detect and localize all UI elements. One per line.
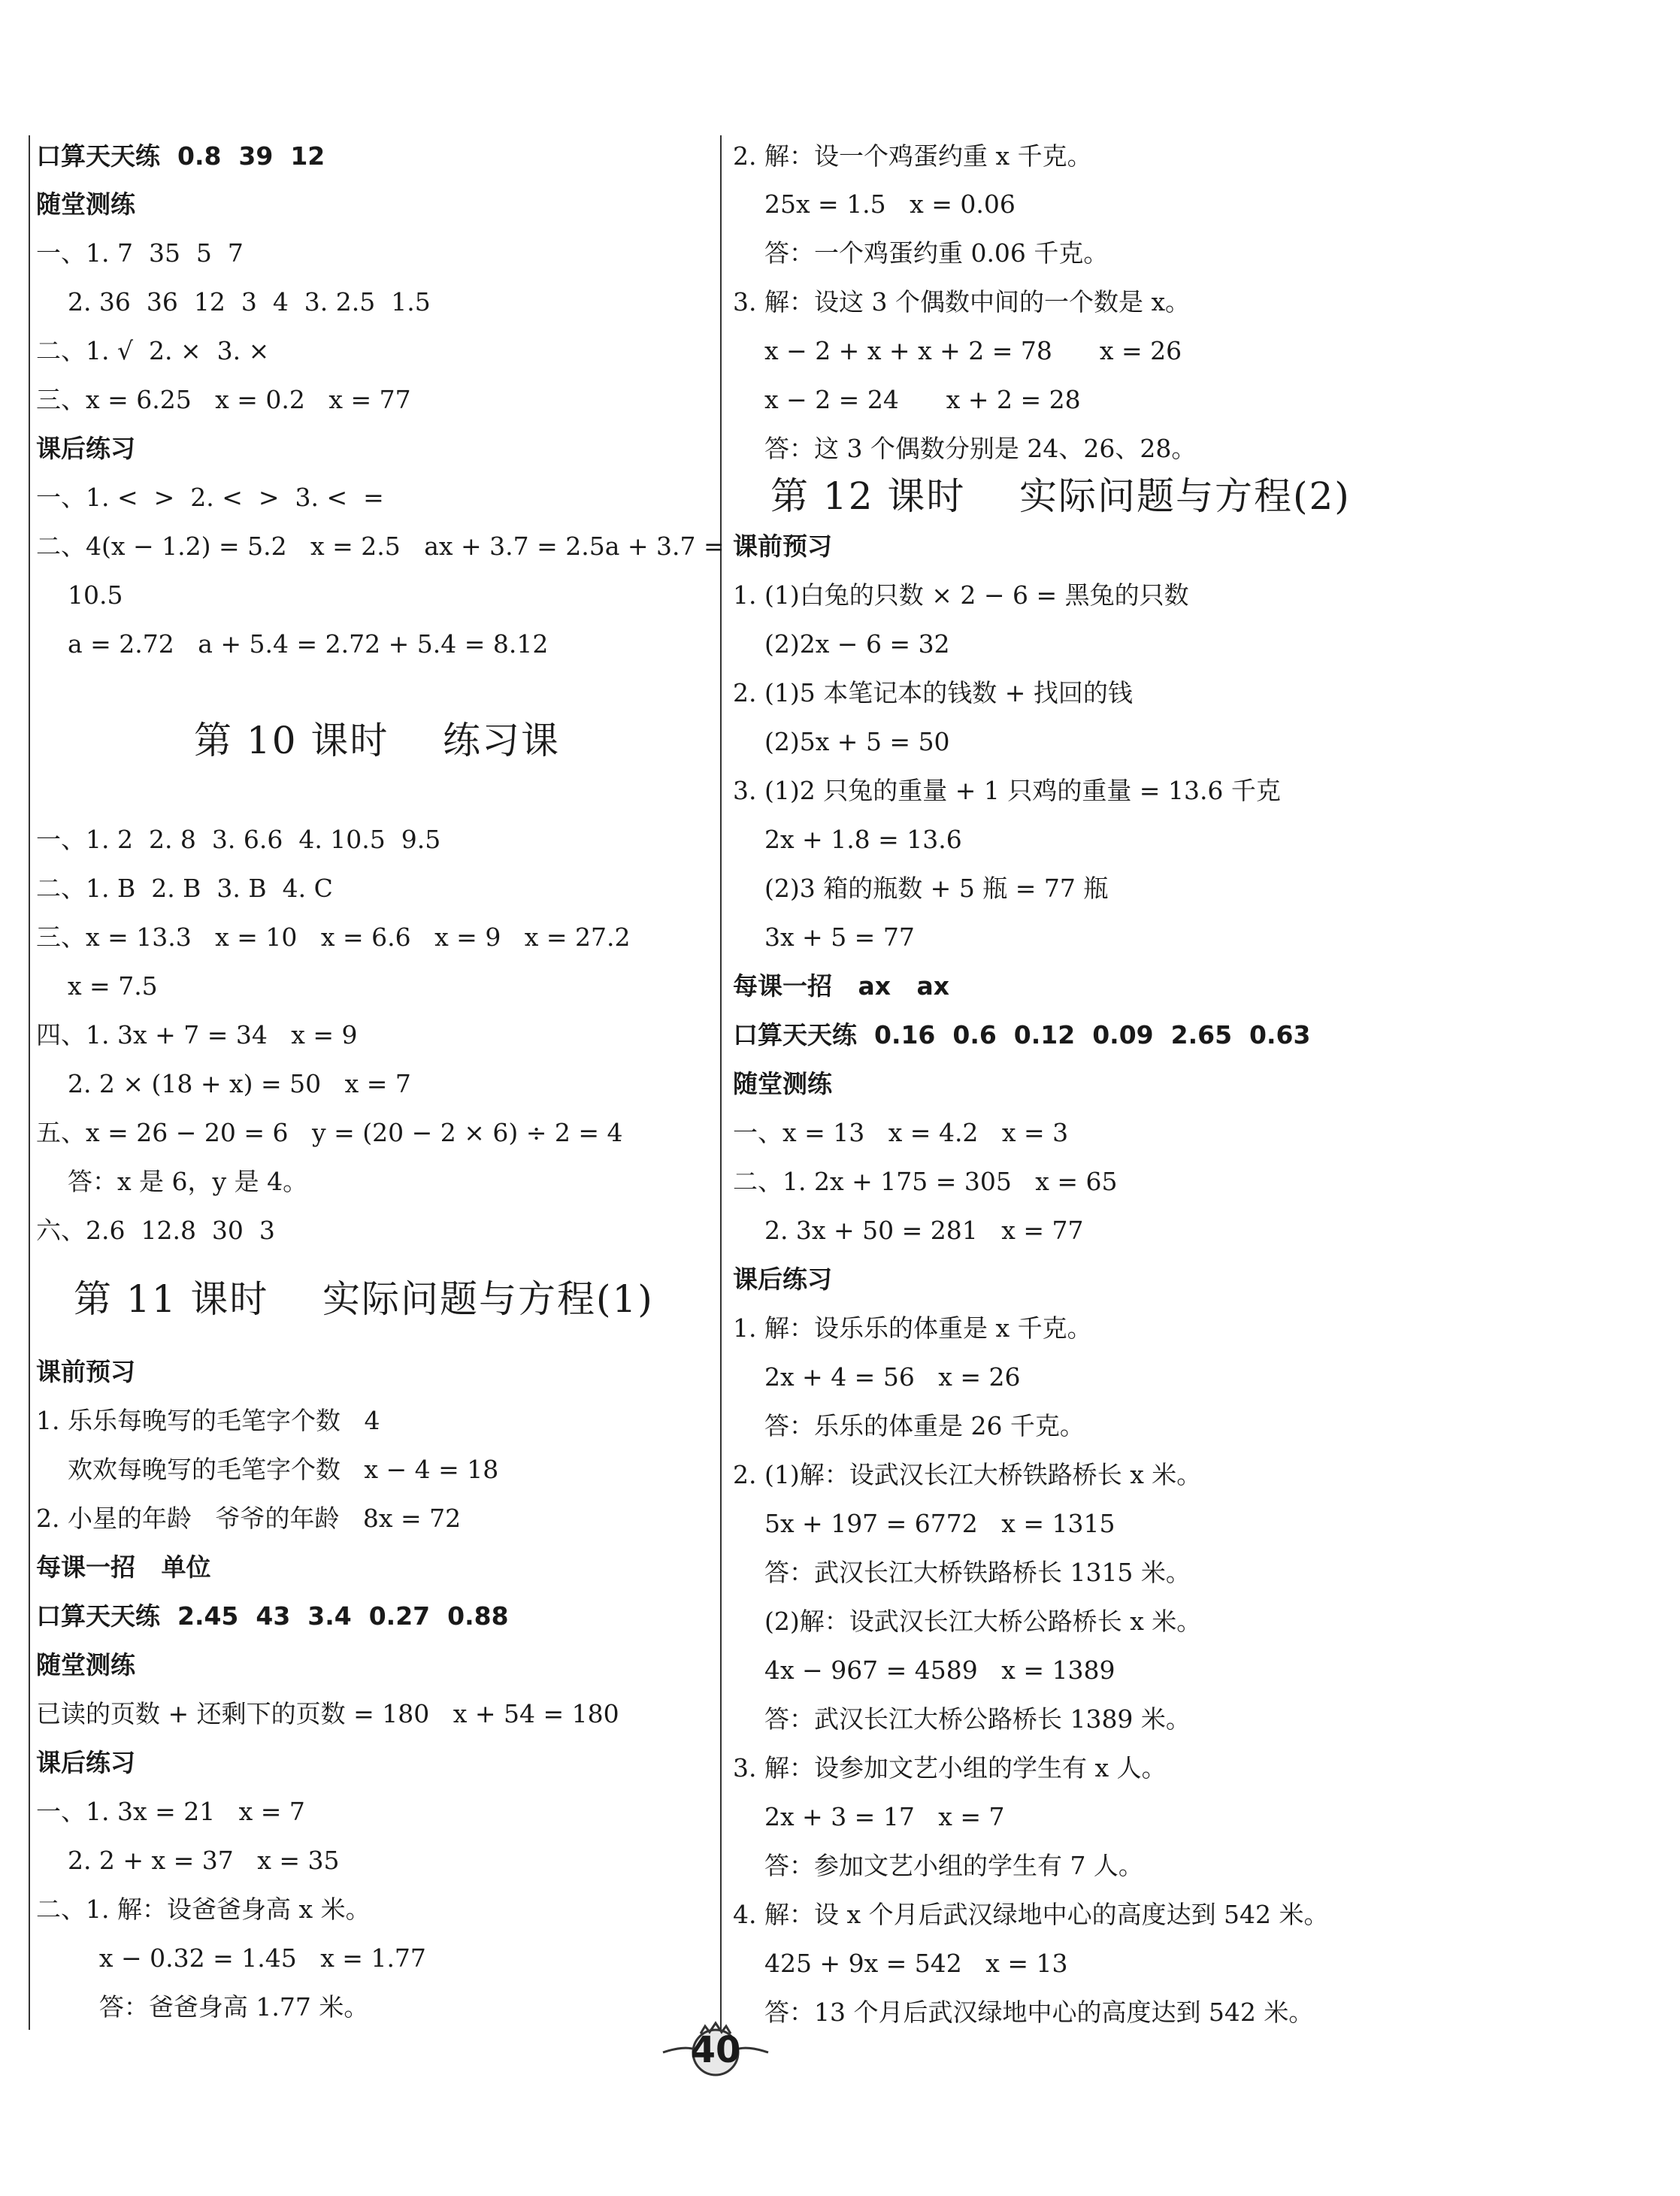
left-margin-rule <box>29 135 30 2030</box>
line: x − 2 = 24 x + 2 = 28 <box>733 385 1081 414</box>
line: 答：13 个月后武汉绿地中心的高度达到 542 米。 <box>733 1998 1314 2027</box>
line: 答：武汉长江大桥公路桥长 1389 米。 <box>733 1704 1191 1734</box>
line: (2)解：设武汉长江大桥公路桥长 x 米。 <box>733 1607 1202 1636</box>
line: 三、x = 13.3 x = 10 x = 6.6 x = 9 x = 27.2 <box>36 922 631 952</box>
line: 1. 解：设乐乐的体重是 x 千克。 <box>733 1313 1092 1343</box>
subheading: 随堂测练 <box>36 1650 135 1680</box>
line: 三、x = 6.25 x = 0.2 x = 77 <box>36 385 411 414</box>
line: 2x + 1.8 = 13.6 <box>733 825 962 854</box>
subheading: 课后练习 <box>36 434 135 463</box>
line: 2x + 4 = 56 x = 26 <box>733 1362 1021 1392</box>
line: 二、1. 2x + 175 = 305 x = 65 <box>733 1167 1118 1196</box>
line: 二、1. √ 2. × 3. × <box>36 336 270 365</box>
line: 5x + 197 = 6772 x = 1315 <box>733 1509 1115 1538</box>
line: a = 2.72 a + 5.4 = 2.72 + 5.4 = 8.12 <box>36 629 549 659</box>
line: 二、1. 解：设爸爸身高 x 米。 <box>36 1895 371 1924</box>
line: x − 0.32 = 1.45 x = 1.77 <box>36 1943 426 1973</box>
line: 二、1. B 2. B 3. B 4. C <box>36 874 333 903</box>
line: 3. 解：设参加文艺小组的学生有 x 人。 <box>733 1753 1167 1783</box>
column-divider <box>720 135 722 2030</box>
line: 2. 2 × (18 + x) = 50 x = 7 <box>36 1069 411 1098</box>
line: 已读的页数 + 还剩下的页数 = 180 x + 54 = 180 <box>36 1699 619 1728</box>
line: 五、x = 26 − 20 = 6 y = (20 − 2 × 6) ÷ 2 = 4 <box>36 1118 623 1147</box>
line: 答：参加文艺小组的学生有 7 人。 <box>733 1851 1143 1880</box>
line: 答：一个鸡蛋约重 0.06 千克。 <box>733 238 1109 268</box>
line: 1. 乐乐每晚写的毛笔字个数 4 <box>36 1406 380 1435</box>
line: 2. 36 36 12 3 4 3. 2.5 1.5 <box>36 287 431 317</box>
line: 一、1. < > 2. < > 3. < = <box>36 483 384 512</box>
section-title-12: 第 12 课时 实际问题与方程(2) <box>770 474 1351 518</box>
page-number-badge <box>655 2019 776 2079</box>
line: 答：爸爸身高 1.77 米。 <box>36 1992 369 2022</box>
line: 答：x 是 6，y 是 4。 <box>36 1167 308 1196</box>
line: 六、2.6 12.8 30 3 <box>36 1216 275 1245</box>
line: 每课一招 ax ax <box>733 971 950 1001</box>
line: (2)5x + 5 = 50 <box>733 727 950 756</box>
line: (2)3 箱的瓶数 + 5 瓶 = 77 瓶 <box>733 874 1109 903</box>
line: 一、1. 3x = 21 x = 7 <box>36 1797 305 1826</box>
line: 一、x = 13 x = 4.2 x = 3 <box>733 1118 1069 1147</box>
line: 四、1. 3x + 7 = 34 x = 9 <box>36 1020 358 1050</box>
line: 4. 解：设 x 个月后武汉绿地中心的高度达到 542 米。 <box>733 1900 1329 1929</box>
line: 2. 2 + x = 37 x = 35 <box>36 1846 340 1875</box>
line: 答：这 3 个偶数分别是 24、26、28。 <box>733 434 1197 463</box>
line: 3. (1)2 只兔的重量 + 1 只鸡的重量 = 13.6 千克 <box>733 776 1281 805</box>
line: x − 2 + x + x + 2 = 78 x = 26 <box>733 336 1182 365</box>
line: 2. 解：设一个鸡蛋约重 x 千克。 <box>733 141 1092 171</box>
line: 4x − 967 = 4589 x = 1389 <box>733 1655 1115 1685</box>
line: 二、4(x − 1.2) = 5.2 x = 2.5 ax + 3.7 = 2.5a + 3.7 = <box>36 532 725 561</box>
line: 425 + 9x = 542 x = 13 <box>733 1949 1068 1978</box>
line: 25x = 1.5 x = 0.06 <box>733 189 1016 219</box>
line: 3. 解：设这 3 个偶数中间的一个数是 x。 <box>733 287 1191 317</box>
subheading: 课后练习 <box>733 1265 832 1294</box>
section-title-11: 第 11 课时 实际问题与方程(1) <box>74 1277 654 1321</box>
line: 2. (1)5 本笔记本的钱数 + 找回的钱 <box>733 678 1133 707</box>
subheading: 课后练习 <box>36 1748 135 1777</box>
line: 1. (1)白兔的只数 × 2 − 6 = 黑兔的只数 <box>733 580 1189 610</box>
section-title-10: 第 10 课时 练习课 <box>194 719 560 762</box>
subheading: 随堂测练 <box>36 189 135 219</box>
line: 欢欢每晚写的毛笔字个数 x − 4 = 18 <box>36 1455 499 1484</box>
line: 一、1. 7 35 5 7 <box>36 238 244 268</box>
line: 10.5 <box>36 580 123 610</box>
line: 答：乐乐的体重是 26 千克。 <box>733 1411 1085 1440</box>
line: 一、1. 2 2. 8 3. 6.6 4. 10.5 9.5 <box>36 825 441 854</box>
line: 2. 3x + 50 = 281 x = 77 <box>733 1216 1084 1245</box>
line: 3x + 5 = 77 <box>733 922 915 952</box>
line: 口算天天练 2.45 43 3.4 0.27 0.88 <box>36 1601 509 1631</box>
subheading: 课前预习 <box>36 1357 135 1386</box>
line: (2)2x − 6 = 32 <box>733 629 950 659</box>
line: x = 7.5 <box>36 971 158 1001</box>
line: 口算天天练 0.16 0.6 0.12 0.09 2.65 0.63 <box>733 1020 1311 1050</box>
line: 2. (1)解：设武汉长江大桥铁路桥长 x 米。 <box>733 1460 1202 1489</box>
line: 每课一招 单位 <box>36 1552 211 1582</box>
line: 2x + 3 = 17 x = 7 <box>733 1802 1005 1831</box>
page-number: 40 <box>690 2029 741 2071</box>
line: 答：武汉长江大桥铁路桥长 1315 米。 <box>733 1558 1191 1587</box>
line: 口算天天练 0.8 39 12 <box>36 141 325 171</box>
subheading: 课前预习 <box>733 532 832 561</box>
subheading: 随堂测练 <box>733 1069 832 1098</box>
line: 2. 小星的年龄 爷爷的年龄 8x = 72 <box>36 1504 462 1533</box>
